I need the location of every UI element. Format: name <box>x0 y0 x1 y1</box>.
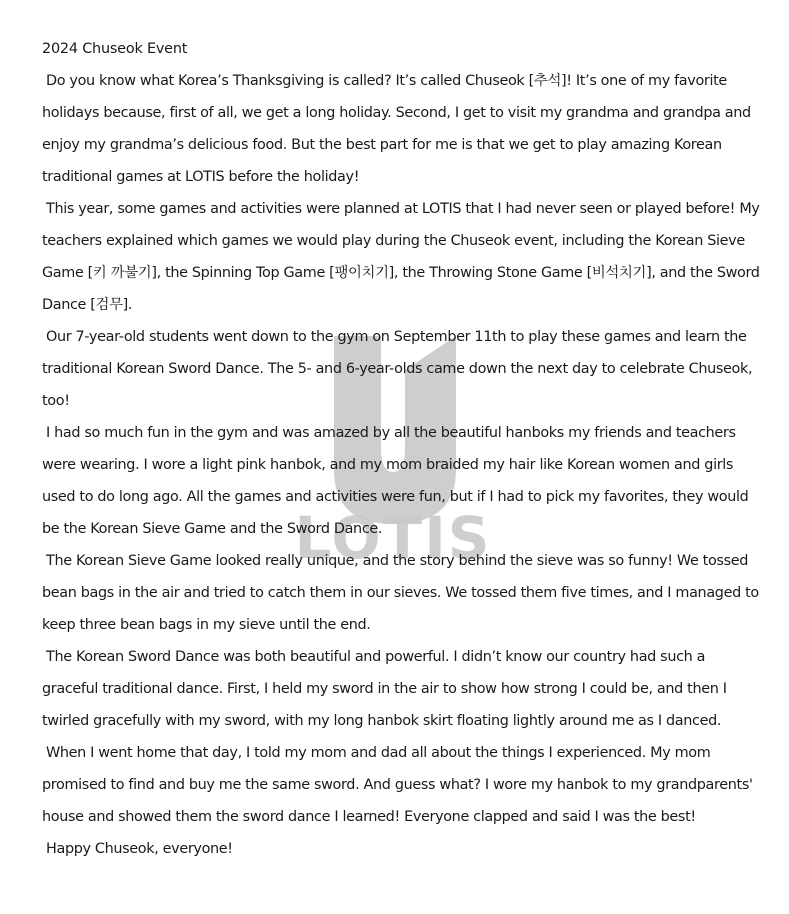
paragraph-hanbok: I had so much fun in the gym and was amazed by all the beautiful hanboks my friends and teachers were wearing. I wore a light pink hanbok, and my mom braided my hair like Korean women and girls used to do long ago. All the games and activities were fun, but if I had to pick my favorites, they would be the Korean Sieve Game and the Sword Dance. <box>42 425 749 537</box>
paragraph-intro: Do you know what Korea’s Thanksgiving is called? It’s called Chuseok [추석]! It’s one of my favorite holidays because, first of all, we get a long holiday. Second, I get to visit my grandma and grandpa and enjoy my grandma’s delicious food. But the best part for me is that we get to play amazing Korean traditional games at LOTIS before the holiday! <box>42 73 751 185</box>
paragraph-sieve-game: The Korean Sieve Game looked really unique, and the story behind the sieve was so funny! We tossed bean bags in the air and tried to catch them in our sieves. We tossed them five times, and I managed to keep three bean bags in my sieve until the end. <box>42 553 759 633</box>
paragraph-closing: Happy Chuseok, everyone! <box>46 841 233 857</box>
document-body <box>42 33 762 865</box>
paragraph-gym: Our 7-year-old students went down to the gym on September 11th to play these games and learn the traditional Korean Sword Dance. The 5- and 6-year-olds came down the next day to celebrate Chuseok, too! <box>42 329 753 409</box>
watermark-text: LOTIS <box>294 504 492 570</box>
paragraph-sword-dance: The Korean Sword Dance was both beautiful and powerful. I didn’t know our country had such a graceful traditional dance. First, I held my sword in the air to show how strong I could be, and then I twirled gracefully with my sword, with my long hanbok skirt floating lightly around me as I danced. <box>42 649 727 729</box>
paragraph-games: This year, some games and activities were planned at LOTIS that I had never seen or played before! My teachers explained which games we would play during the Chuseok event, including the Korean Sieve Game [키 까불기], the Spinning Top Game [팽이치기], the Throwing Stone Game [비석치기], and the Sword Dance [검무]. <box>42 201 760 313</box>
paragraph-home: When I went home that day, I told my mom and dad all about the things I experienced. My mom promised to find and buy me the same sword. And guess what? I wore my hanbok to my grandparents' house and showed them the sword dance I learned! Everyone clapped and said I was the best! <box>42 745 753 825</box>
document-title: 2024 Chuseok Event <box>42 41 188 57</box>
